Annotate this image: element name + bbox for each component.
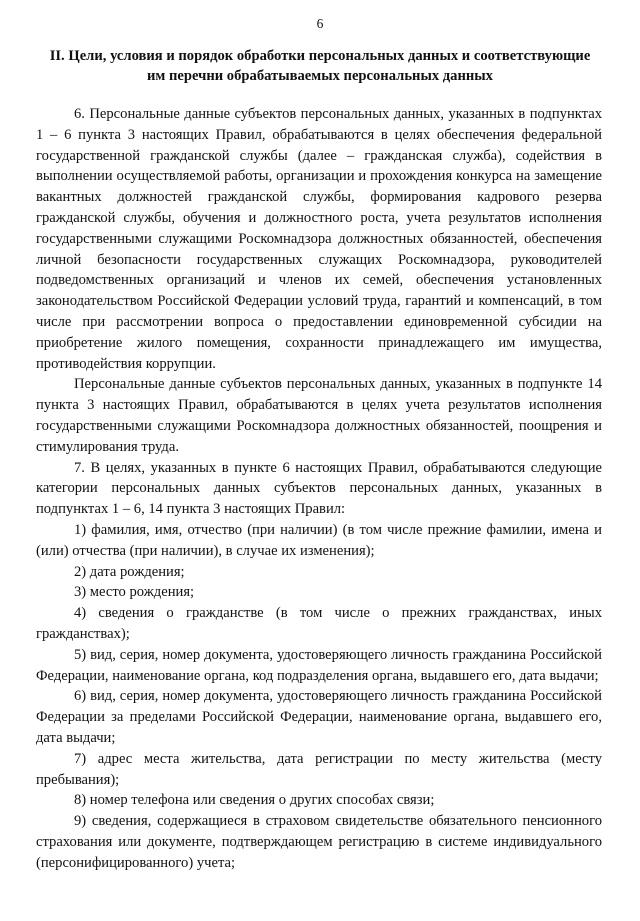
list-item-5: 5) вид, серия, номер документа, удостоверяющего личность гражданина Российской Федерации, наименование органа, код подразделения органа, выдавшего его, дата выдачи;: [36, 646, 602, 684]
list-item-9: 9) сведения, содержащиеся в страховом свидетельстве обязательного пенсионного страхования или документе, подтверждающем регистрацию в системе индивидуального (персонифицированного) учета;: [36, 813, 602, 871]
section-heading-line-1: II. Цели, условия и порядок обработки персональных данных и соответствующие: [49, 48, 591, 64]
list-item-6: 6) вид, серия, номер документа, удостоверяющего личность гражданина Российской Федерации за пределами Российской Федерации, наименование органа, выдавшего его, дата выдачи;: [36, 688, 602, 746]
page-number: 6: [316, 16, 324, 31]
paragraph-6: 6. Персональные данные субъектов персональных данных, указанных в подпунктах 1 – 6 пункта 3 настоящих Правил, обрабатываются в целях обеспечения федеральной государственной гражданской службы (далее – гражданская служба), содействия в выполнении осуществляемой работы, организации и прохождения конкурса на замещение вакантных должностей гражданской службы, формирования кадрового резерва гражданской службы, обучения и должностного роста, учета результатов исполнения государственными служащими Роскомнадзора должностных обязанностей, обеспечения личной безопасности государственных служащих Роскомнадзора, руководителей подведомственных организаций и членов их семей, обеспечения установленных законодательством Российской Федерации условий труда, гарантий и компенсаций, в том числе при рассмотрении вопроса о предоставлении единовременной субсидии на приобретение жилого помещения, сохранности принадлежащего им имущества, противодействия коррупции.: [36, 106, 602, 372]
document-body: [36, 104, 602, 873]
list-item-7: 7) адрес места жительства, дата регистрации по месту жительства (месту пребывания);: [36, 750, 602, 788]
list-item-8: 8) номер телефона или сведения о других способах связи;: [74, 792, 435, 809]
list-item-1: 1) фамилия, имя, отчество (при наличии) (в том числе прежние фамилии, имена и (или) отчества (при наличии), в случае их изменения);: [36, 521, 602, 559]
section-heading: [36, 46, 604, 86]
paragraph-6-second: Персональные данные субъектов персональных данных, указанных в подпункте 14 пункта 3 настоящих Правил, обрабатываются в целях учета результатов исполнения государственными служащими Роскомнадзора должностных обязанностей, поощрения и стимулирования труда.: [36, 376, 602, 455]
paragraph-7: 7. В целях, указанных в пункте 6 настоящих Правил, обрабатываются следующие категории персональных данных субъектов персональных данных, указанных в подпунктах 1 – 6, 14 пункта 3 настоящих Правил:: [36, 459, 602, 518]
list-item-3: 3) место рождения;: [74, 584, 195, 601]
list-item-4: 4) сведения о гражданстве (в том числе о прежних гражданствах, иных гражданствах);: [36, 605, 602, 642]
list-item-2: 2) дата рождения;: [74, 563, 185, 580]
section-heading-line-2: им перечни обрабатываемых персональных данных: [147, 68, 493, 84]
